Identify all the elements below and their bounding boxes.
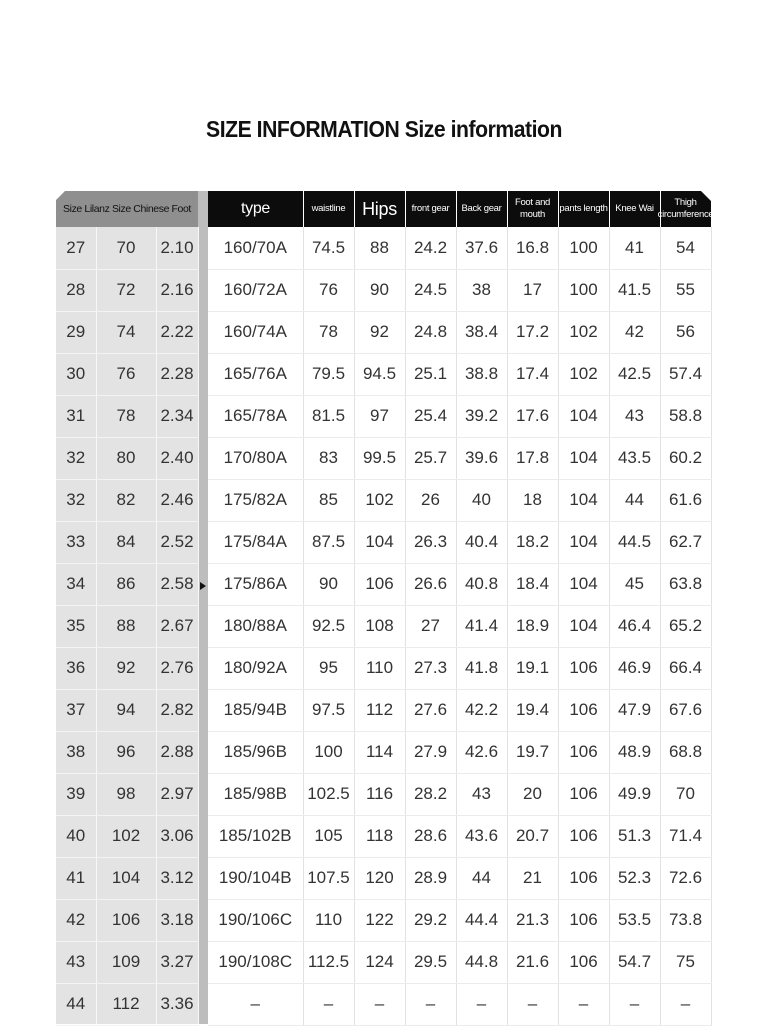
cell-thigh: 63.8	[660, 563, 711, 605]
cell-thigh: 75	[660, 941, 711, 983]
cell-pants-length: 106	[558, 941, 609, 983]
cell-front-gear: 27.6	[405, 689, 456, 731]
cell-thigh: 72.6	[660, 857, 711, 899]
cell-hips: 106	[354, 563, 405, 605]
cell-hips: 108	[354, 605, 405, 647]
cell-type: 185/98B	[208, 773, 303, 815]
cell-front-gear: 25.1	[405, 353, 456, 395]
separator-cell	[198, 605, 208, 647]
cell-front-gear: 25.7	[405, 437, 456, 479]
cell-hips: 118	[354, 815, 405, 857]
cell-foot-mouth: 18	[507, 479, 558, 521]
cell-waistline: 102.5	[303, 773, 354, 815]
cell-size: 43	[56, 941, 96, 983]
cell-thigh: 62.7	[660, 521, 711, 563]
table-row	[56, 563, 711, 605]
size-table-body	[56, 227, 711, 1025]
cell-waistline: –	[303, 983, 354, 1025]
cell-foot-mouth: 21	[507, 857, 558, 899]
cell-pants-length: 104	[558, 563, 609, 605]
header-hips: Hips	[362, 199, 397, 219]
cell-pants-length: 104	[558, 395, 609, 437]
cell-lilanz-size: 98	[96, 773, 156, 815]
cell-chinese-foot: 3.36	[156, 983, 198, 1025]
cell-waistline: 112.5	[303, 941, 354, 983]
cell-back-gear: 44.8	[456, 941, 507, 983]
separator-cell	[198, 983, 208, 1025]
cell-chinese-foot: 3.06	[156, 815, 198, 857]
cell-chinese-foot: 2.97	[156, 773, 198, 815]
cell-foot-mouth: 18.2	[507, 521, 558, 563]
table-row	[56, 983, 711, 1025]
cell-back-gear: 44.4	[456, 899, 507, 941]
cell-waistline: 76	[303, 269, 354, 311]
cell-knee: 53.5	[609, 899, 660, 941]
cell-type: 175/84A	[208, 521, 303, 563]
cell-front-gear: 26.6	[405, 563, 456, 605]
cell-knee: 54.7	[609, 941, 660, 983]
table-row	[56, 269, 711, 311]
separator-cell	[198, 815, 208, 857]
cell-front-gear: 28.2	[405, 773, 456, 815]
cell-back-gear: 39.6	[456, 437, 507, 479]
cell-back-gear: 40.4	[456, 521, 507, 563]
separator-cell	[198, 353, 208, 395]
table-row	[56, 395, 711, 437]
cell-knee: 46.9	[609, 647, 660, 689]
cell-chinese-foot: 2.34	[156, 395, 198, 437]
cell-thigh: 73.8	[660, 899, 711, 941]
cell-chinese-foot: 3.27	[156, 941, 198, 983]
header-front-gear: front gear	[411, 203, 450, 214]
cell-knee: 41.5	[609, 269, 660, 311]
cell-pants-length: 104	[558, 479, 609, 521]
cell-waistline: 78	[303, 311, 354, 353]
cell-waistline: 92.5	[303, 605, 354, 647]
cell-foot-mouth: 17.4	[507, 353, 558, 395]
table-row	[56, 353, 711, 395]
cell-lilanz-size: 86	[96, 563, 156, 605]
cell-chinese-foot: 2.58	[156, 563, 198, 605]
cell-knee: 44.5	[609, 521, 660, 563]
cell-lilanz-size: 94	[96, 689, 156, 731]
cell-waistline: 81.5	[303, 395, 354, 437]
cell-hips: 97	[354, 395, 405, 437]
cell-foot-mouth: 19.1	[507, 647, 558, 689]
cell-front-gear: –	[405, 983, 456, 1025]
cell-hips: 88	[354, 227, 405, 269]
left-header-label: Size Lilanz Size Chinese Foot	[63, 203, 191, 215]
cell-lilanz-size: 109	[96, 941, 156, 983]
cell-lilanz-size: 78	[96, 395, 156, 437]
cell-hips: 116	[354, 773, 405, 815]
cell-back-gear: 43.6	[456, 815, 507, 857]
cell-foot-mouth: 17.8	[507, 437, 558, 479]
cell-size: 30	[56, 353, 96, 395]
cell-knee: 44	[609, 479, 660, 521]
cell-type: 165/76A	[208, 353, 303, 395]
cell-pants-length: 106	[558, 857, 609, 899]
cell-front-gear: 24.5	[405, 269, 456, 311]
separator-cell	[198, 227, 208, 269]
header-thigh: Thigh circumference	[657, 197, 714, 220]
cell-size: 40	[56, 815, 96, 857]
cell-chinese-foot: 2.88	[156, 731, 198, 773]
separator-cell	[198, 647, 208, 689]
cell-front-gear: 24.8	[405, 311, 456, 353]
cell-waistline: 110	[303, 899, 354, 941]
cell-thigh: 70	[660, 773, 711, 815]
cell-size: 32	[56, 437, 96, 479]
table-row	[56, 773, 711, 815]
size-table	[56, 227, 712, 1026]
cell-lilanz-size: 80	[96, 437, 156, 479]
table-row	[56, 311, 711, 353]
separator-cell	[198, 941, 208, 983]
table-row	[56, 521, 711, 563]
header-pants-length: pants length	[559, 203, 608, 214]
header-back-gear: Back gear	[461, 203, 502, 214]
table-row	[56, 857, 711, 899]
cell-knee: 45	[609, 563, 660, 605]
cell-back-gear: 41.8	[456, 647, 507, 689]
cell-type: 170/80A	[208, 437, 303, 479]
cell-foot-mouth: 17.6	[507, 395, 558, 437]
cell-lilanz-size: 76	[96, 353, 156, 395]
cell-chinese-foot: 3.12	[156, 857, 198, 899]
cell-lilanz-size: 74	[96, 311, 156, 353]
cell-lilanz-size: 92	[96, 647, 156, 689]
cell-waistline: 107.5	[303, 857, 354, 899]
cell-front-gear: 29.5	[405, 941, 456, 983]
cell-back-gear: –	[456, 983, 507, 1025]
table-row	[56, 815, 711, 857]
cell-thigh: 61.6	[660, 479, 711, 521]
cell-hips: 90	[354, 269, 405, 311]
cell-front-gear: 27.3	[405, 647, 456, 689]
cell-type: 185/94B	[208, 689, 303, 731]
cell-pants-length: 104	[558, 605, 609, 647]
cell-knee: 49.9	[609, 773, 660, 815]
cell-size: 31	[56, 395, 96, 437]
cell-chinese-foot: 2.40	[156, 437, 198, 479]
cell-foot-mouth: 19.7	[507, 731, 558, 773]
cell-size: 44	[56, 983, 96, 1025]
cell-back-gear: 44	[456, 857, 507, 899]
cell-lilanz-size: 104	[96, 857, 156, 899]
header-foot-mouth: Foot and mouth	[514, 197, 551, 220]
cell-waistline: 83	[303, 437, 354, 479]
separator-cell	[198, 731, 208, 773]
cell-pants-length: 106	[558, 689, 609, 731]
cell-chinese-foot: 3.18	[156, 899, 198, 941]
cell-knee: 51.3	[609, 815, 660, 857]
cell-back-gear: 37.6	[456, 227, 507, 269]
cell-pants-length: 104	[558, 437, 609, 479]
cell-chinese-foot: 2.76	[156, 647, 198, 689]
cell-knee: 41	[609, 227, 660, 269]
cell-size: 32	[56, 479, 96, 521]
cell-type: 175/86A	[208, 563, 303, 605]
cell-front-gear: 24.2	[405, 227, 456, 269]
cell-foot-mouth: 21.3	[507, 899, 558, 941]
cell-thigh: 66.4	[660, 647, 711, 689]
cell-knee: 42	[609, 311, 660, 353]
cell-lilanz-size: 84	[96, 521, 156, 563]
cell-hips: 112	[354, 689, 405, 731]
cell-chinese-foot: 2.52	[156, 521, 198, 563]
cell-pants-length: 104	[558, 521, 609, 563]
cell-hips: 99.5	[354, 437, 405, 479]
cell-size: 36	[56, 647, 96, 689]
cell-lilanz-size: 102	[96, 815, 156, 857]
separator-cell	[198, 899, 208, 941]
cell-size: 33	[56, 521, 96, 563]
table-row	[56, 479, 711, 521]
cell-back-gear: 40.8	[456, 563, 507, 605]
cell-thigh: 57.4	[660, 353, 711, 395]
table-row	[56, 227, 711, 269]
cell-front-gear: 26	[405, 479, 456, 521]
cell-foot-mouth: 18.9	[507, 605, 558, 647]
cell-thigh: 60.2	[660, 437, 711, 479]
cell-size: 42	[56, 899, 96, 941]
cell-thigh: 54	[660, 227, 711, 269]
cell-knee: 46.4	[609, 605, 660, 647]
cell-chinese-foot: 2.16	[156, 269, 198, 311]
cell-size: 35	[56, 605, 96, 647]
cell-type: 190/106C	[208, 899, 303, 941]
cell-foot-mouth: 21.6	[507, 941, 558, 983]
cell-type: 185/96B	[208, 731, 303, 773]
cell-lilanz-size: 88	[96, 605, 156, 647]
cell-knee: 43.5	[609, 437, 660, 479]
cell-pants-length: 106	[558, 815, 609, 857]
separator-cell	[198, 479, 208, 521]
cell-type: 190/108C	[208, 941, 303, 983]
cell-lilanz-size: 70	[96, 227, 156, 269]
cell-waistline: 87.5	[303, 521, 354, 563]
cell-knee: 43	[609, 395, 660, 437]
cell-foot-mouth: 18.4	[507, 563, 558, 605]
table-row	[56, 941, 711, 983]
left-header	[56, 191, 198, 227]
cell-back-gear: 41.4	[456, 605, 507, 647]
cell-thigh: 67.6	[660, 689, 711, 731]
cell-waistline: 79.5	[303, 353, 354, 395]
cell-front-gear: 26.3	[405, 521, 456, 563]
separator-cell	[198, 311, 208, 353]
cell-size: 39	[56, 773, 96, 815]
cell-thigh: 58.8	[660, 395, 711, 437]
cell-pants-length: 102	[558, 311, 609, 353]
cell-front-gear: 29.2	[405, 899, 456, 941]
cell-back-gear: 43	[456, 773, 507, 815]
cell-type: 185/102B	[208, 815, 303, 857]
cell-size: 27	[56, 227, 96, 269]
cell-hips: 102	[354, 479, 405, 521]
cell-size: 34	[56, 563, 96, 605]
cell-back-gear: 38.8	[456, 353, 507, 395]
cell-waistline: 95	[303, 647, 354, 689]
cell-size: 28	[56, 269, 96, 311]
cell-pants-length: 106	[558, 731, 609, 773]
cell-back-gear: 42.2	[456, 689, 507, 731]
cell-size: 38	[56, 731, 96, 773]
cell-foot-mouth: 17	[507, 269, 558, 311]
cell-type: 190/104B	[208, 857, 303, 899]
cell-pants-length: 100	[558, 227, 609, 269]
table-row	[56, 437, 711, 479]
cell-lilanz-size: 106	[96, 899, 156, 941]
separator-cell	[198, 773, 208, 815]
header-waistline: waistline	[311, 203, 346, 214]
cell-lilanz-size: 72	[96, 269, 156, 311]
table-row	[56, 647, 711, 689]
separator-cell	[198, 269, 208, 311]
separator-cell	[198, 521, 208, 563]
right-header	[208, 191, 714, 227]
cell-pants-length: 106	[558, 647, 609, 689]
cell-lilanz-size: 82	[96, 479, 156, 521]
cell-chinese-foot: 2.22	[156, 311, 198, 353]
cell-pants-length: 102	[558, 353, 609, 395]
cell-waistline: 90	[303, 563, 354, 605]
cell-size: 29	[56, 311, 96, 353]
cell-thigh: 68.8	[660, 731, 711, 773]
cell-back-gear: 42.6	[456, 731, 507, 773]
cell-knee: 42.5	[609, 353, 660, 395]
cell-thigh: 65.2	[660, 605, 711, 647]
cell-pants-length: 100	[558, 269, 609, 311]
cell-type: 180/92A	[208, 647, 303, 689]
cell-hips: 104	[354, 521, 405, 563]
separator-cell	[198, 689, 208, 731]
cell-foot-mouth: 20	[507, 773, 558, 815]
cell-thigh: 55	[660, 269, 711, 311]
separator-cell	[198, 437, 208, 479]
cell-hips: 124	[354, 941, 405, 983]
cell-thigh: –	[660, 983, 711, 1025]
cell-front-gear: 27	[405, 605, 456, 647]
cell-pants-length: 106	[558, 899, 609, 941]
cell-back-gear: 38	[456, 269, 507, 311]
cell-size: 37	[56, 689, 96, 731]
table-row	[56, 605, 711, 647]
cell-hips: 122	[354, 899, 405, 941]
cell-pants-length: –	[558, 983, 609, 1025]
cell-waistline: 85	[303, 479, 354, 521]
cell-knee: 47.9	[609, 689, 660, 731]
cell-type: 175/82A	[208, 479, 303, 521]
cell-pants-length: 106	[558, 773, 609, 815]
cell-foot-mouth: –	[507, 983, 558, 1025]
cell-waistline: 105	[303, 815, 354, 857]
cell-thigh: 56	[660, 311, 711, 353]
page-title: SIZE INFORMATION Size information	[206, 116, 562, 142]
cell-front-gear: 28.9	[405, 857, 456, 899]
table-row	[56, 731, 711, 773]
cell-type: 180/88A	[208, 605, 303, 647]
cell-back-gear: 38.4	[456, 311, 507, 353]
cell-foot-mouth: 19.4	[507, 689, 558, 731]
cell-type: –	[208, 983, 303, 1025]
cell-back-gear: 40	[456, 479, 507, 521]
cell-thigh: 71.4	[660, 815, 711, 857]
cell-front-gear: 25.4	[405, 395, 456, 437]
header-type: type	[240, 200, 271, 217]
cell-type: 165/78A	[208, 395, 303, 437]
cell-size: 41	[56, 857, 96, 899]
cell-chinese-foot: 2.46	[156, 479, 198, 521]
cell-chinese-foot: 2.82	[156, 689, 198, 731]
cell-knee: 52.3	[609, 857, 660, 899]
cell-hips: 120	[354, 857, 405, 899]
cell-front-gear: 28.6	[405, 815, 456, 857]
cell-knee: –	[609, 983, 660, 1025]
cell-type: 160/74A	[208, 311, 303, 353]
separator-cell	[198, 857, 208, 899]
cell-chinese-foot: 2.28	[156, 353, 198, 395]
cell-hips: 114	[354, 731, 405, 773]
cell-hips: –	[354, 983, 405, 1025]
cell-hips: 94.5	[354, 353, 405, 395]
table-row	[56, 689, 711, 731]
cell-hips: 110	[354, 647, 405, 689]
cell-lilanz-size: 112	[96, 983, 156, 1025]
header-knee: Knee Wai	[615, 203, 654, 214]
cell-knee: 48.9	[609, 731, 660, 773]
cell-lilanz-size: 96	[96, 731, 156, 773]
cell-waistline: 100	[303, 731, 354, 773]
cell-foot-mouth: 16.8	[507, 227, 558, 269]
cell-type: 160/72A	[208, 269, 303, 311]
cell-waistline: 97.5	[303, 689, 354, 731]
cell-hips: 92	[354, 311, 405, 353]
cell-foot-mouth: 20.7	[507, 815, 558, 857]
cell-type: 160/70A	[208, 227, 303, 269]
separator-cell	[198, 395, 208, 437]
cell-chinese-foot: 2.67	[156, 605, 198, 647]
cell-foot-mouth: 17.2	[507, 311, 558, 353]
cell-front-gear: 27.9	[405, 731, 456, 773]
table-row	[56, 899, 711, 941]
cell-back-gear: 39.2	[456, 395, 507, 437]
pointer-arrow-icon	[200, 582, 206, 590]
cell-waistline: 74.5	[303, 227, 354, 269]
cell-chinese-foot: 2.10	[156, 227, 198, 269]
